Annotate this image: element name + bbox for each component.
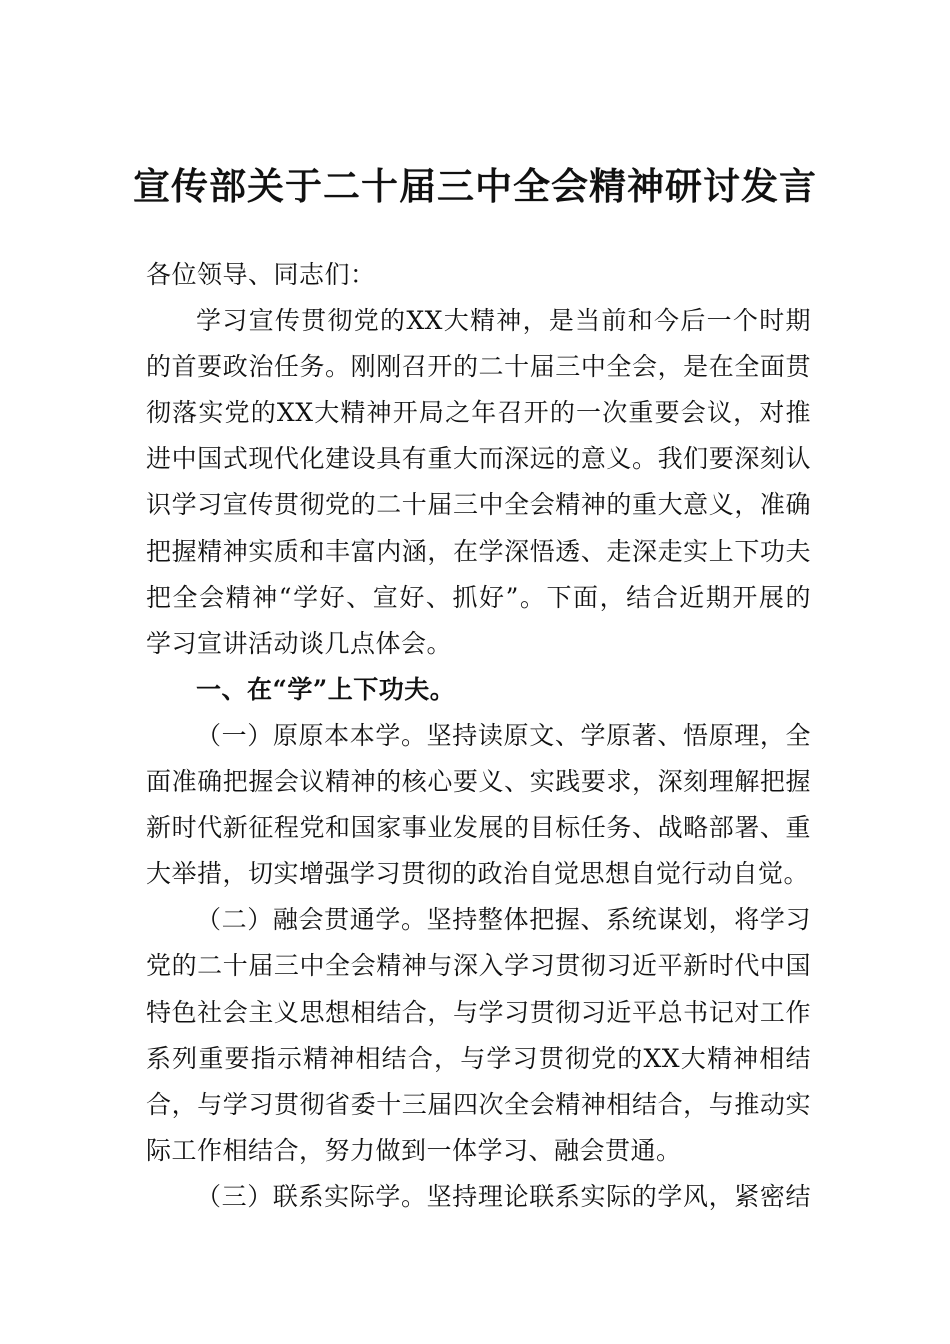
paragraph-line: （三）联系实际学。坚持理论联系实际的学风，紧密结 (196, 1181, 811, 1211)
document-body (146, 252, 811, 1220)
paragraph-line: 学习宣传贯彻党的XX大精神，是当前和今后一个时期 (196, 306, 811, 336)
item-2-paragraph (146, 897, 811, 1174)
paragraph-line: 面准确把握会议精神的核心要义、实践要求，深刻理解把握 (146, 767, 811, 797)
paragraph-line: 把全会精神“学好、宣好、抓好”。下面，结合近期开展的 (146, 582, 811, 612)
item-1-paragraph (146, 713, 811, 897)
paragraph-line: 际工作相结合，努力做到一体学习、融会贯通。 (146, 1135, 682, 1165)
paragraph-line: 学习宣讲活动谈几点体会。 (146, 628, 453, 658)
document-title: 宣传部关于二十届三中全会精神研讨发言 (133, 164, 817, 208)
section-heading: 一、在“学”上下功夫。 (196, 674, 456, 704)
paragraph-line: 进中国式现代化建设具有重大而深远的意义。我们要深刻认 (146, 444, 811, 474)
paragraph-line: 合，与学习贯彻省委十三届四次全会精神相结合，与推动实 (146, 1089, 811, 1119)
item-3-paragraph (146, 1174, 811, 1220)
paragraph-line: （一）原原本本学。坚持读原文、学原著、悟原理，全 (196, 720, 811, 750)
salutation: 各位领导、同志们： (146, 260, 376, 289)
paragraph-line: 特色社会主义思想相结合，与学习贯彻习近平总书记对工作 (146, 997, 811, 1027)
paragraph-line: 识学习宣传贯彻党的二十届三中全会精神的重大意义，准确 (146, 490, 811, 520)
paragraph-line: 大举措，切实增强学习贯彻的政治自觉思想自觉行动自觉。 (146, 859, 810, 889)
paragraph-line: （二）融会贯通学。坚持整体把握、系统谋划，将学习 (196, 905, 811, 935)
paragraph-line: 党的二十届三中全会精神与深入学习贯彻习近平新时代中国 (146, 951, 811, 981)
paragraph-line: 新时代新征程党和国家事业发展的目标任务、战略部署、重 (146, 813, 811, 843)
intro-paragraph (146, 298, 811, 667)
paragraph-line: 的首要政治任务。刚刚召开的二十届三中全会，是在全面贯 (146, 352, 811, 382)
paragraph-line: 系列重要指示精神相结合，与学习贯彻党的XX大精神相结 (146, 1043, 811, 1073)
paragraph-line: 彻落实党的XX大精神开局之年召开的一次重要会议，对推 (146, 398, 811, 428)
paragraph-line: 把握精神实质和丰富内涵，在学深悟透、走深走实上下功夫 (146, 536, 811, 566)
